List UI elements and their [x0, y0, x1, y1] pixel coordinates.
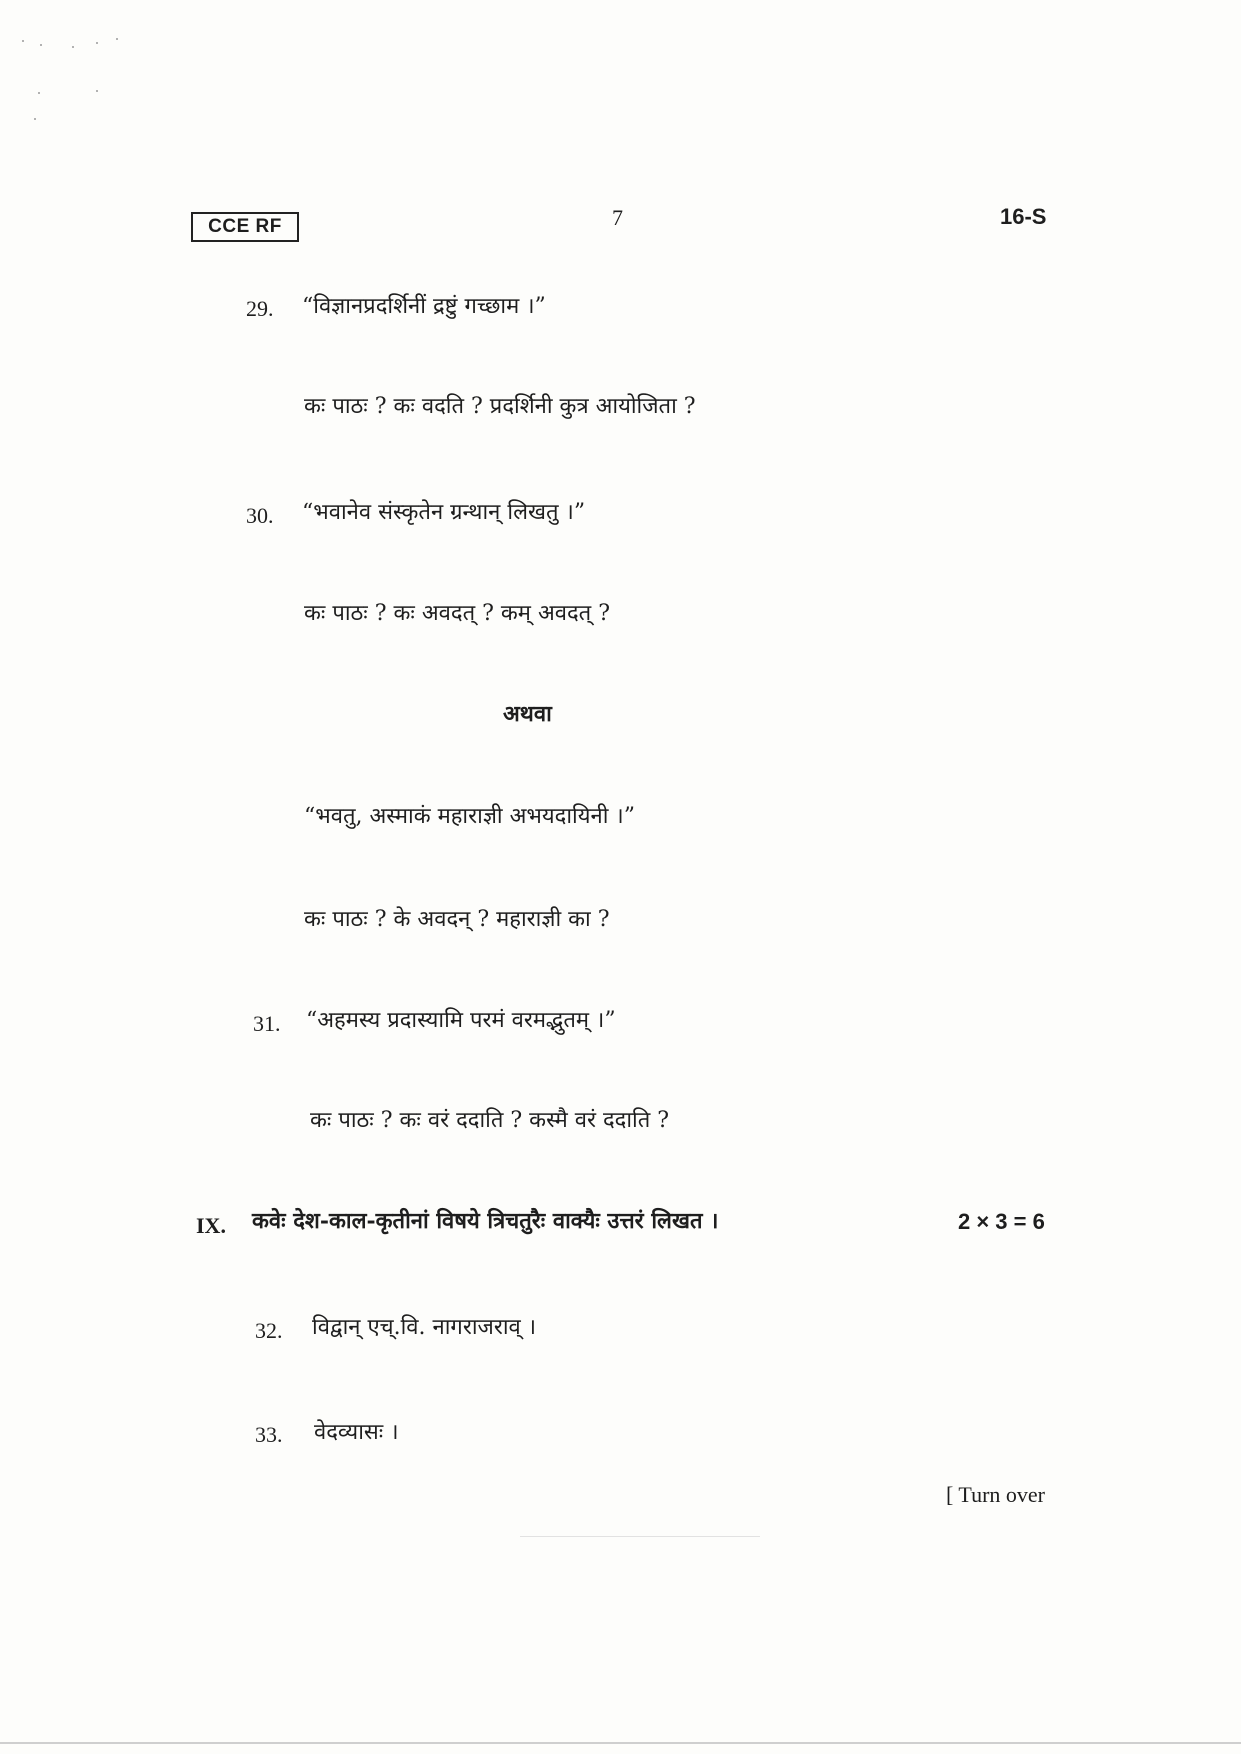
alternative-subquestions: कः पाठः ? के अवदन् ? महाराज्ञी का ?: [304, 907, 610, 932]
scan-speck: [96, 42, 98, 44]
question-number-32: 32.: [255, 1318, 283, 1343]
question-32-text: विद्वान् एच्.वि. नागराजराव् ।: [312, 1315, 537, 1340]
scan-artifact-line: [520, 1536, 760, 1537]
scan-speck: [96, 90, 98, 92]
scan-speck: [38, 92, 40, 94]
scan-speck: [22, 40, 24, 42]
scan-speck: [116, 38, 118, 40]
section-roman-numeral: IX.: [196, 1213, 226, 1238]
scan-speck: [72, 46, 74, 48]
page-number: 7: [612, 205, 623, 230]
question-31-subquestions: कः पाठः ? कः वरं ददाति ? कस्मै वरं ददाति ?: [310, 1108, 670, 1133]
question-31-quote: “अहमस्य प्रदास्यामि परमं वरमद्भुतम् ।”: [306, 1008, 616, 1033]
scan-speck: [34, 118, 36, 120]
section-marks: 2 × 3 = 6: [958, 1209, 1045, 1234]
question-number-31: 31.: [253, 1011, 281, 1036]
question-30-subquestions: कः पाठः ? कः अवदत् ? कम् अवदत् ?: [304, 601, 611, 626]
question-number-29: 29.: [246, 296, 274, 321]
paper-code: 16-S: [1000, 204, 1047, 229]
or-divider: अथवा: [503, 701, 552, 727]
alternative-quote: “भवतु, अस्माकं महाराज्ञी अभयदायिनी ।”: [304, 804, 635, 829]
question-number-30: 30.: [246, 503, 274, 528]
scan-speck: [40, 44, 42, 46]
section-instruction: कवेः देश-काल-कृतीनां विषये त्रिचतुरैः वाक्यैः उत्तरं लिखत ।: [252, 1208, 719, 1234]
question-29-quote: “विज्ञानप्रदर्शिनीं द्रष्टुं गच्छाम ।”: [302, 294, 546, 319]
question-29-subquestions: कः पाठः ? कः वदति ? प्रदर्शिनी कुत्र आयोजिता ?: [304, 394, 696, 419]
question-33-text: वेदव्यासः ।: [314, 1420, 399, 1445]
turn-over-note: [ Turn over: [946, 1482, 1046, 1507]
question-30-quote: “भवानेव संस्कृतेन ग्रन्थान् लिखतु ।”: [302, 500, 586, 525]
page-bottom-edge: [0, 1742, 1241, 1744]
exam-code-box: CCE RF: [191, 212, 299, 242]
question-number-33: 33.: [255, 1422, 283, 1447]
